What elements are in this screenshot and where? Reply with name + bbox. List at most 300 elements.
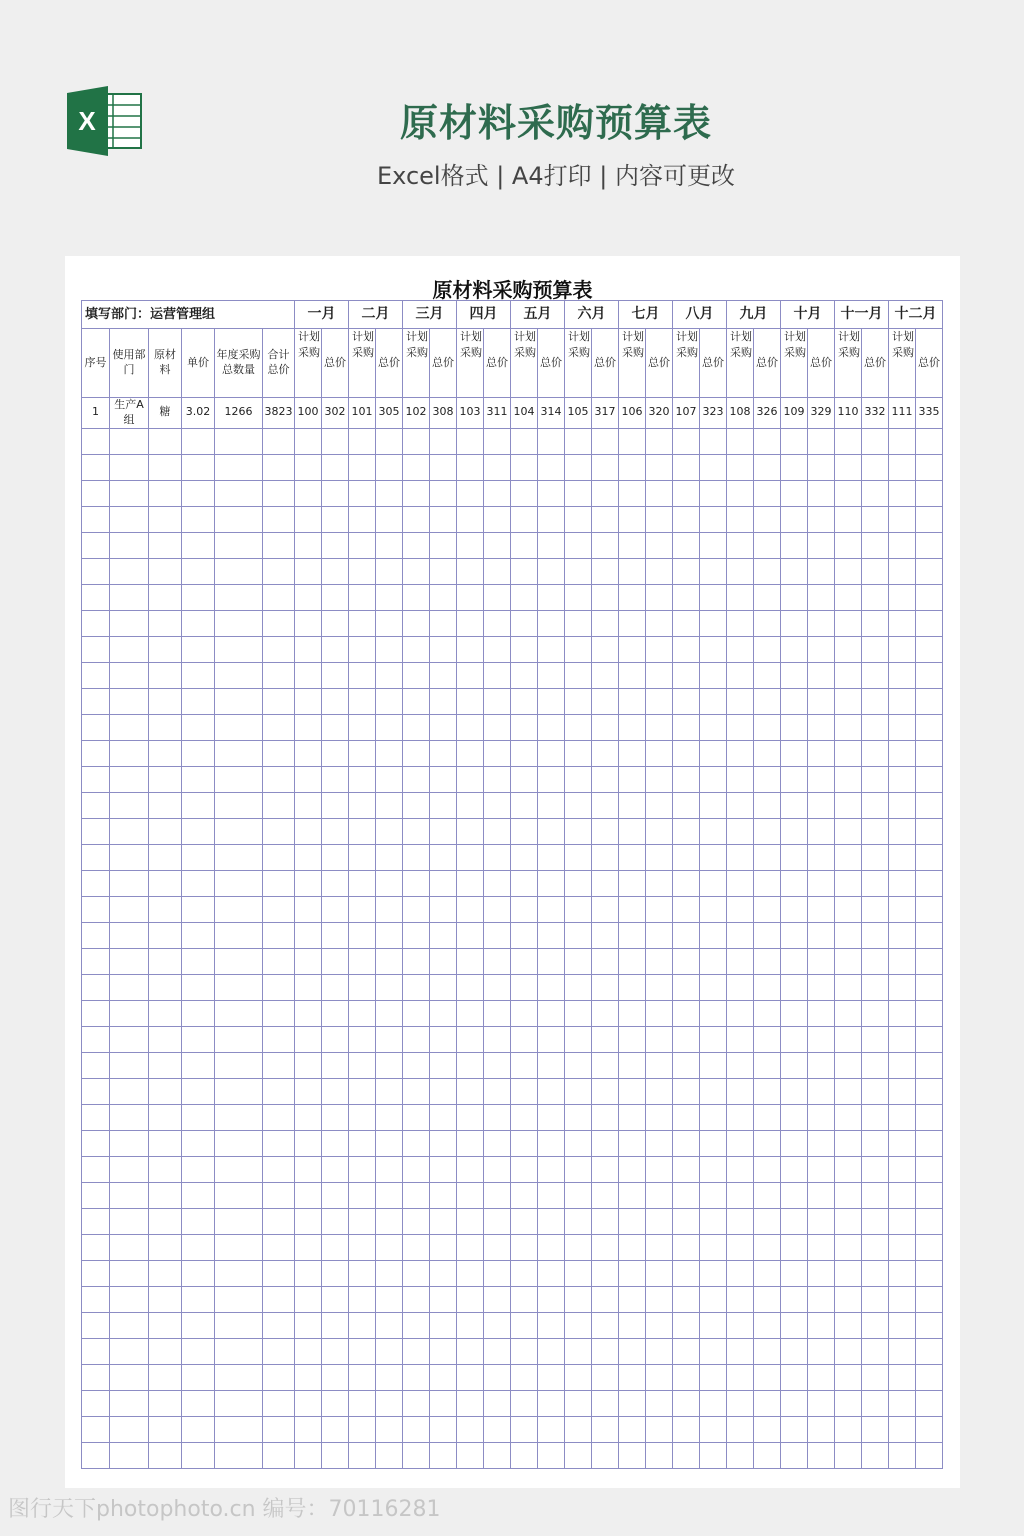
empty-cell[interactable] — [862, 740, 889, 766]
empty-cell[interactable] — [565, 428, 592, 454]
empty-cell[interactable] — [700, 870, 727, 896]
empty-cell[interactable] — [754, 974, 781, 1000]
empty-cell[interactable] — [538, 1052, 565, 1078]
empty-cell[interactable] — [673, 1442, 700, 1468]
empty-cell[interactable] — [376, 1208, 403, 1234]
empty-cell[interactable] — [182, 558, 215, 584]
empty-cell[interactable] — [862, 1130, 889, 1156]
empty-cell[interactable] — [349, 1338, 376, 1364]
empty-cell[interactable] — [295, 1416, 322, 1442]
empty-cell[interactable] — [349, 1364, 376, 1390]
empty-cell[interactable] — [916, 1260, 943, 1286]
empty-cell[interactable] — [457, 948, 484, 974]
empty-cell[interactable] — [700, 1338, 727, 1364]
empty-cell[interactable] — [295, 454, 322, 480]
empty-cell[interactable] — [457, 818, 484, 844]
empty-cell[interactable] — [862, 1390, 889, 1416]
empty-cell[interactable] — [862, 1442, 889, 1468]
empty-cell[interactable] — [916, 558, 943, 584]
cell-index[interactable]: 1 — [82, 398, 110, 429]
empty-cell[interactable] — [565, 610, 592, 636]
empty-cell[interactable] — [511, 922, 538, 948]
empty-cell[interactable] — [862, 1416, 889, 1442]
cell-subtotal[interactable]: 305 — [376, 398, 403, 429]
empty-cell[interactable] — [538, 454, 565, 480]
month-header[interactable]: 二月 — [349, 301, 403, 329]
empty-cell[interactable] — [889, 532, 916, 558]
empty-cell[interactable] — [889, 1208, 916, 1234]
empty-cell[interactable] — [781, 1078, 808, 1104]
empty-cell[interactable] — [484, 870, 511, 896]
empty-cell[interactable] — [263, 818, 295, 844]
month-header[interactable]: 八月 — [673, 301, 727, 329]
empty-cell[interactable] — [673, 584, 700, 610]
empty-cell[interactable] — [149, 922, 182, 948]
empty-cell[interactable] — [430, 1390, 457, 1416]
empty-cell[interactable] — [619, 610, 646, 636]
empty-cell[interactable] — [149, 766, 182, 792]
empty-cell[interactable] — [430, 896, 457, 922]
empty-cell[interactable] — [889, 948, 916, 974]
cell-annual-qty[interactable]: 1266 — [215, 398, 263, 429]
empty-cell[interactable] — [82, 1338, 110, 1364]
empty-cell[interactable] — [403, 792, 430, 818]
empty-cell[interactable] — [295, 766, 322, 792]
empty-cell[interactable] — [538, 1286, 565, 1312]
empty-cell[interactable] — [592, 1000, 619, 1026]
empty-cell[interactable] — [457, 428, 484, 454]
empty-cell[interactable] — [889, 480, 916, 506]
empty-cell[interactable] — [457, 1000, 484, 1026]
empty-cell[interactable] — [700, 1416, 727, 1442]
empty-cell[interactable] — [619, 740, 646, 766]
empty-cell[interactable] — [484, 1182, 511, 1208]
empty-cell[interactable] — [182, 1260, 215, 1286]
empty-cell[interactable] — [430, 844, 457, 870]
empty-cell[interactable] — [349, 974, 376, 1000]
cell-planned[interactable]: 100 — [295, 398, 322, 429]
empty-cell[interactable] — [781, 688, 808, 714]
empty-cell[interactable] — [182, 818, 215, 844]
empty-cell[interactable] — [808, 1442, 835, 1468]
empty-cell[interactable] — [700, 844, 727, 870]
empty-cell[interactable] — [322, 1312, 349, 1338]
empty-cell[interactable] — [565, 974, 592, 1000]
empty-cell[interactable] — [349, 610, 376, 636]
empty-cell[interactable] — [457, 766, 484, 792]
empty-cell[interactable] — [511, 688, 538, 714]
empty-cell[interactable] — [511, 1104, 538, 1130]
empty-cell[interactable] — [457, 636, 484, 662]
empty-cell[interactable] — [781, 506, 808, 532]
empty-cell[interactable] — [376, 1104, 403, 1130]
empty-cell[interactable] — [511, 506, 538, 532]
empty-cell[interactable] — [263, 558, 295, 584]
empty-cell[interactable] — [889, 1234, 916, 1260]
empty-cell[interactable] — [484, 1130, 511, 1156]
empty-cell[interactable] — [511, 480, 538, 506]
empty-cell[interactable] — [263, 1104, 295, 1130]
empty-cell[interactable] — [808, 818, 835, 844]
empty-cell[interactable] — [700, 1312, 727, 1338]
empty-cell[interactable] — [727, 1312, 754, 1338]
empty-cell[interactable] — [182, 870, 215, 896]
empty-cell[interactable] — [538, 1442, 565, 1468]
empty-cell[interactable] — [263, 1364, 295, 1390]
empty-cell[interactable] — [457, 480, 484, 506]
empty-cell[interactable] — [263, 1260, 295, 1286]
empty-cell[interactable] — [673, 974, 700, 1000]
empty-cell[interactable] — [403, 662, 430, 688]
empty-cell[interactable] — [889, 1026, 916, 1052]
empty-cell[interactable] — [457, 1260, 484, 1286]
empty-cell[interactable] — [862, 636, 889, 662]
empty-cell[interactable] — [349, 662, 376, 688]
empty-cell[interactable] — [149, 1156, 182, 1182]
empty-cell[interactable] — [322, 1338, 349, 1364]
empty-cell[interactable] — [862, 1234, 889, 1260]
empty-cell[interactable] — [430, 792, 457, 818]
empty-cell[interactable] — [376, 1078, 403, 1104]
empty-cell[interactable] — [835, 662, 862, 688]
empty-cell[interactable] — [295, 558, 322, 584]
empty-cell[interactable] — [889, 610, 916, 636]
empty-cell[interactable] — [646, 454, 673, 480]
header-subtotal[interactable]: 总价 — [538, 329, 565, 398]
empty-cell[interactable] — [592, 1260, 619, 1286]
empty-cell[interactable] — [700, 610, 727, 636]
empty-cell[interactable] — [727, 1156, 754, 1182]
empty-cell[interactable] — [646, 974, 673, 1000]
empty-cell[interactable] — [149, 1390, 182, 1416]
empty-cell[interactable] — [484, 1416, 511, 1442]
empty-cell[interactable] — [592, 480, 619, 506]
empty-cell[interactable] — [565, 1442, 592, 1468]
empty-cell[interactable] — [700, 818, 727, 844]
empty-cell[interactable] — [263, 922, 295, 948]
empty-cell[interactable] — [182, 948, 215, 974]
empty-cell[interactable] — [82, 844, 110, 870]
empty-cell[interactable] — [457, 1338, 484, 1364]
empty-cell[interactable] — [700, 1442, 727, 1468]
empty-cell[interactable] — [484, 1234, 511, 1260]
empty-cell[interactable] — [916, 1286, 943, 1312]
empty-cell[interactable] — [110, 610, 149, 636]
empty-cell[interactable] — [889, 1156, 916, 1182]
empty-cell[interactable] — [592, 740, 619, 766]
empty-cell[interactable] — [781, 1208, 808, 1234]
empty-cell[interactable] — [916, 1026, 943, 1052]
empty-cell[interactable] — [619, 1442, 646, 1468]
empty-cell[interactable] — [322, 714, 349, 740]
empty-cell[interactable] — [376, 1364, 403, 1390]
empty-cell[interactable] — [727, 1052, 754, 1078]
empty-cell[interactable] — [349, 714, 376, 740]
empty-cell[interactable] — [781, 454, 808, 480]
empty-cell[interactable] — [322, 1156, 349, 1182]
empty-cell[interactable] — [592, 532, 619, 558]
empty-cell[interactable] — [263, 454, 295, 480]
empty-cell[interactable] — [862, 792, 889, 818]
empty-cell[interactable] — [484, 896, 511, 922]
empty-cell[interactable] — [149, 506, 182, 532]
empty-cell[interactable] — [619, 688, 646, 714]
empty-cell[interactable] — [565, 662, 592, 688]
empty-cell[interactable] — [295, 1000, 322, 1026]
empty-cell[interactable] — [835, 1104, 862, 1130]
empty-cell[interactable] — [781, 818, 808, 844]
empty-cell[interactable] — [484, 428, 511, 454]
empty-cell[interactable] — [646, 1078, 673, 1104]
empty-cell[interactable] — [862, 844, 889, 870]
empty-cell[interactable] — [376, 1026, 403, 1052]
empty-cell[interactable] — [781, 1000, 808, 1026]
empty-cell[interactable] — [673, 740, 700, 766]
empty-cell[interactable] — [862, 688, 889, 714]
empty-cell[interactable] — [862, 480, 889, 506]
empty-cell[interactable] — [110, 948, 149, 974]
empty-cell[interactable] — [295, 1260, 322, 1286]
empty-cell[interactable] — [754, 610, 781, 636]
cell-material[interactable]: 糖 — [149, 398, 182, 429]
empty-cell[interactable] — [700, 428, 727, 454]
empty-cell[interactable] — [781, 1182, 808, 1208]
empty-cell[interactable] — [322, 1000, 349, 1026]
empty-cell[interactable] — [430, 532, 457, 558]
empty-cell[interactable] — [457, 506, 484, 532]
empty-cell[interactable] — [727, 480, 754, 506]
cell-planned[interactable]: 109 — [781, 398, 808, 429]
empty-cell[interactable] — [484, 818, 511, 844]
empty-cell[interactable] — [430, 870, 457, 896]
empty-cell[interactable] — [889, 1286, 916, 1312]
empty-cell[interactable] — [182, 974, 215, 1000]
empty-cell[interactable] — [149, 844, 182, 870]
empty-cell[interactable] — [349, 740, 376, 766]
empty-cell[interactable] — [322, 766, 349, 792]
empty-cell[interactable] — [727, 870, 754, 896]
empty-cell[interactable] — [619, 1260, 646, 1286]
empty-cell[interactable] — [538, 1312, 565, 1338]
empty-cell[interactable] — [215, 1234, 263, 1260]
empty-cell[interactable] — [592, 1208, 619, 1234]
empty-cell[interactable] — [916, 896, 943, 922]
empty-cell[interactable] — [295, 1390, 322, 1416]
empty-cell[interactable] — [916, 1416, 943, 1442]
empty-cell[interactable] — [215, 506, 263, 532]
empty-cell[interactable] — [700, 662, 727, 688]
empty-cell[interactable] — [82, 662, 110, 688]
empty-cell[interactable] — [862, 948, 889, 974]
empty-cell[interactable] — [511, 1364, 538, 1390]
empty-cell[interactable] — [511, 1390, 538, 1416]
empty-cell[interactable] — [727, 610, 754, 636]
empty-cell[interactable] — [263, 714, 295, 740]
empty-cell[interactable] — [263, 636, 295, 662]
empty-cell[interactable] — [808, 428, 835, 454]
header-subtotal[interactable]: 总价 — [484, 329, 511, 398]
empty-cell[interactable] — [295, 1208, 322, 1234]
empty-cell[interactable] — [700, 506, 727, 532]
empty-cell[interactable] — [781, 636, 808, 662]
empty-cell[interactable] — [538, 688, 565, 714]
empty-cell[interactable] — [538, 766, 565, 792]
empty-cell[interactable] — [808, 584, 835, 610]
header-planned[interactable]: 计划采购 — [295, 329, 322, 398]
empty-cell[interactable] — [349, 1442, 376, 1468]
empty-cell[interactable] — [862, 896, 889, 922]
empty-cell[interactable] — [835, 558, 862, 584]
empty-cell[interactable] — [149, 1052, 182, 1078]
empty-cell[interactable] — [376, 688, 403, 714]
empty-cell[interactable] — [295, 1286, 322, 1312]
empty-cell[interactable] — [565, 1182, 592, 1208]
empty-cell[interactable] — [835, 1234, 862, 1260]
month-header[interactable]: 六月 — [565, 301, 619, 329]
empty-cell[interactable] — [403, 1026, 430, 1052]
empty-cell[interactable] — [182, 480, 215, 506]
empty-cell[interactable] — [511, 636, 538, 662]
empty-cell[interactable] — [889, 428, 916, 454]
empty-cell[interactable] — [808, 1260, 835, 1286]
empty-cell[interactable] — [82, 1104, 110, 1130]
empty-cell[interactable] — [673, 948, 700, 974]
empty-cell[interactable] — [565, 558, 592, 584]
empty-cell[interactable] — [538, 948, 565, 974]
empty-cell[interactable] — [835, 1312, 862, 1338]
empty-cell[interactable] — [263, 948, 295, 974]
empty-cell[interactable] — [182, 740, 215, 766]
empty-cell[interactable] — [700, 636, 727, 662]
empty-cell[interactable] — [781, 610, 808, 636]
empty-cell[interactable] — [835, 1286, 862, 1312]
empty-cell[interactable] — [511, 896, 538, 922]
empty-cell[interactable] — [110, 1000, 149, 1026]
empty-cell[interactable] — [457, 922, 484, 948]
empty-cell[interactable] — [565, 714, 592, 740]
empty-cell[interactable] — [403, 1182, 430, 1208]
empty-cell[interactable] — [430, 428, 457, 454]
cell-subtotal[interactable]: 320 — [646, 398, 673, 429]
cell-planned[interactable]: 111 — [889, 398, 916, 429]
empty-cell[interactable] — [538, 1078, 565, 1104]
empty-cell[interactable] — [110, 1182, 149, 1208]
empty-cell[interactable] — [916, 740, 943, 766]
cell-subtotal[interactable]: 332 — [862, 398, 889, 429]
empty-cell[interactable] — [781, 1130, 808, 1156]
empty-cell[interactable] — [835, 610, 862, 636]
empty-cell[interactable] — [215, 662, 263, 688]
empty-cell[interactable] — [619, 1130, 646, 1156]
empty-cell[interactable] — [538, 558, 565, 584]
empty-cell[interactable] — [430, 1104, 457, 1130]
empty-cell[interactable] — [538, 792, 565, 818]
empty-cell[interactable] — [862, 1338, 889, 1364]
month-header[interactable]: 四月 — [457, 301, 511, 329]
empty-cell[interactable] — [538, 1260, 565, 1286]
empty-cell[interactable] — [835, 870, 862, 896]
empty-cell[interactable] — [215, 1338, 263, 1364]
empty-cell[interactable] — [538, 818, 565, 844]
empty-cell[interactable] — [430, 1442, 457, 1468]
empty-cell[interactable] — [322, 1260, 349, 1286]
empty-cell[interactable] — [511, 974, 538, 1000]
empty-cell[interactable] — [619, 1416, 646, 1442]
empty-cell[interactable] — [727, 584, 754, 610]
empty-cell[interactable] — [862, 558, 889, 584]
empty-cell[interactable] — [646, 1364, 673, 1390]
empty-cell[interactable] — [82, 428, 110, 454]
empty-cell[interactable] — [457, 662, 484, 688]
empty-cell[interactable] — [376, 480, 403, 506]
empty-cell[interactable] — [484, 1208, 511, 1234]
empty-cell[interactable] — [484, 532, 511, 558]
empty-cell[interactable] — [484, 1390, 511, 1416]
empty-cell[interactable] — [110, 1052, 149, 1078]
empty-cell[interactable] — [484, 454, 511, 480]
empty-cell[interactable] — [619, 454, 646, 480]
header-total[interactable]: 合计总价 — [263, 329, 295, 398]
empty-cell[interactable] — [457, 558, 484, 584]
empty-cell[interactable] — [511, 714, 538, 740]
empty-cell[interactable] — [862, 818, 889, 844]
empty-cell[interactable] — [322, 896, 349, 922]
empty-cell[interactable] — [916, 870, 943, 896]
empty-cell[interactable] — [215, 792, 263, 818]
empty-cell[interactable] — [82, 714, 110, 740]
empty-cell[interactable] — [754, 1390, 781, 1416]
cell-planned[interactable]: 103 — [457, 398, 484, 429]
empty-cell[interactable] — [376, 454, 403, 480]
empty-cell[interactable] — [808, 1312, 835, 1338]
empty-cell[interactable] — [295, 688, 322, 714]
empty-cell[interactable] — [110, 584, 149, 610]
empty-cell[interactable] — [182, 766, 215, 792]
empty-cell[interactable] — [182, 1156, 215, 1182]
cell-subtotal[interactable]: 302 — [322, 398, 349, 429]
empty-cell[interactable] — [673, 428, 700, 454]
empty-cell[interactable] — [511, 1338, 538, 1364]
empty-cell[interactable] — [511, 1442, 538, 1468]
empty-cell[interactable] — [82, 870, 110, 896]
empty-cell[interactable] — [511, 1156, 538, 1182]
empty-cell[interactable] — [376, 870, 403, 896]
empty-cell[interactable] — [835, 1052, 862, 1078]
empty-cell[interactable] — [149, 792, 182, 818]
empty-cell[interactable] — [673, 766, 700, 792]
empty-cell[interactable] — [457, 584, 484, 610]
empty-cell[interactable] — [592, 584, 619, 610]
empty-cell[interactable] — [808, 1104, 835, 1130]
empty-cell[interactable] — [754, 714, 781, 740]
empty-cell[interactable] — [754, 454, 781, 480]
empty-cell[interactable] — [457, 896, 484, 922]
empty-cell[interactable] — [808, 1130, 835, 1156]
empty-cell[interactable] — [781, 766, 808, 792]
empty-cell[interactable] — [673, 454, 700, 480]
empty-cell[interactable] — [322, 1416, 349, 1442]
empty-cell[interactable] — [430, 610, 457, 636]
empty-cell[interactable] — [82, 1286, 110, 1312]
empty-cell[interactable] — [862, 1286, 889, 1312]
empty-cell[interactable] — [781, 1156, 808, 1182]
empty-cell[interactable] — [403, 1442, 430, 1468]
empty-cell[interactable] — [781, 792, 808, 818]
empty-cell[interactable] — [430, 1052, 457, 1078]
empty-cell[interactable] — [565, 480, 592, 506]
empty-cell[interactable] — [403, 740, 430, 766]
empty-cell[interactable] — [376, 558, 403, 584]
